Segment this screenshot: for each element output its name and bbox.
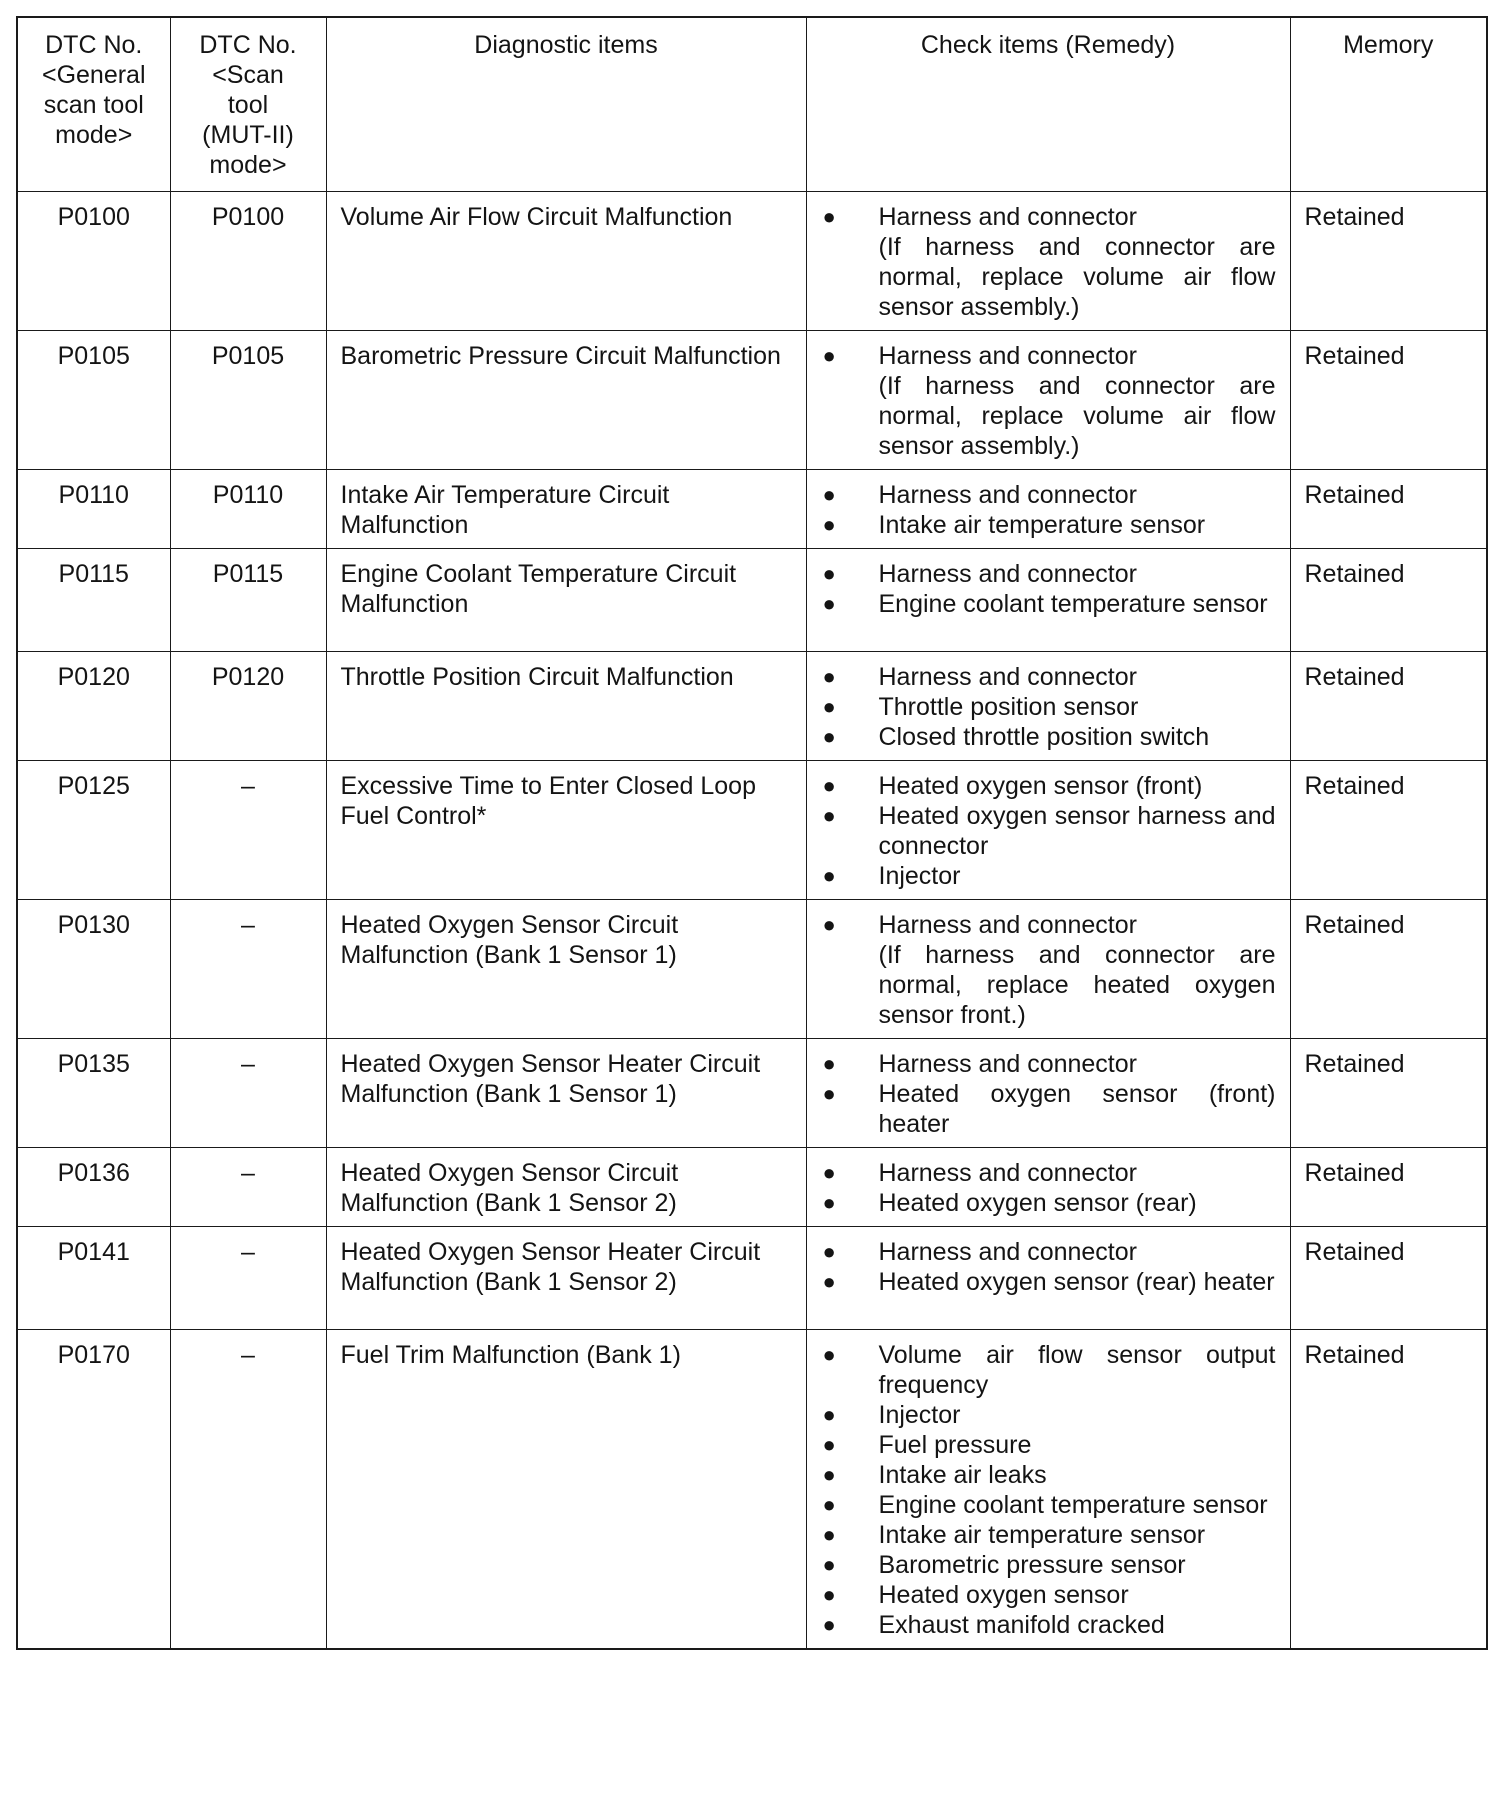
check-list-item (821, 1158, 1276, 1188)
bullet-icon: ● (822, 1521, 836, 1547)
check-list-item (821, 1610, 1276, 1640)
bullet-icon: ● (822, 862, 836, 888)
check-item-text: Harness and connector (878, 910, 1137, 939)
header-line: mode> (209, 151, 287, 179)
check-item-text: Throttle position sensor (878, 692, 1139, 721)
check-item-text: Volume air flow sensor output frequency (878, 1340, 1276, 1399)
check-list-item (821, 1460, 1276, 1490)
dtc-code-scan: – (170, 1226, 326, 1329)
check-item-text: Heated oxygen sensor (878, 1580, 1129, 1609)
check-list-item (821, 1490, 1276, 1520)
check-items (806, 548, 1290, 651)
check-list-item (821, 1267, 1276, 1297)
bullet-icon: ● (822, 1341, 836, 1367)
header-line: DTC No. (199, 31, 297, 59)
memory-status: Retained (1290, 330, 1487, 469)
bullet-icon: ● (822, 1080, 836, 1106)
check-item-text: Heated oxygen sensor (front) (878, 771, 1203, 800)
dtc-code-general: P0136 (17, 1147, 170, 1226)
dtc-code-general: P0170 (17, 1329, 170, 1649)
check-list-item (821, 1400, 1276, 1430)
dtc-code-scan: P0120 (170, 651, 326, 760)
memory-status: Retained (1290, 1226, 1487, 1329)
check-list-item (821, 1237, 1276, 1267)
check-list-item (821, 662, 1276, 692)
check-item-text: Heated oxygen sensor (rear) heater (878, 1267, 1275, 1296)
check-list-item (821, 1079, 1276, 1139)
dtc-table (16, 16, 1488, 1650)
memory-status: Retained (1290, 1329, 1487, 1649)
check-item-text: Injector (878, 1400, 961, 1429)
bullet-icon: ● (822, 1050, 836, 1076)
bullet-icon: ● (822, 481, 836, 507)
check-list-item (821, 559, 1276, 589)
bullet-icon: ● (822, 1268, 836, 1294)
check-list-item (821, 1520, 1276, 1550)
dtc-code-general: P0115 (17, 548, 170, 651)
bullet-icon: ● (822, 1189, 836, 1215)
check-item-text: Intake air leaks (878, 1460, 1047, 1489)
check-items (806, 469, 1290, 548)
dtc-code-general: P0110 (17, 469, 170, 548)
diagnostic-item: Throttle Position Circuit Malfunction (326, 651, 806, 760)
check-list (821, 1158, 1276, 1218)
check-items (806, 1329, 1290, 1649)
dtc-code-scan: – (170, 1038, 326, 1147)
memory-status: Retained (1290, 899, 1487, 1038)
diagnostic-item: Volume Air Flow Circuit Malfunction (326, 191, 806, 330)
diagnostic-item: Engine Coolant Temperature Circuit Malfunction (326, 548, 806, 651)
header-line: (MUT-II) (202, 121, 294, 149)
memory-status: Retained (1290, 1038, 1487, 1147)
check-items (806, 330, 1290, 469)
bullet-icon: ● (822, 1581, 836, 1607)
check-item-text: Harness and connector (878, 341, 1137, 370)
header-check-items (806, 17, 1290, 191)
check-list-item (821, 202, 1276, 322)
check-list-item (821, 1188, 1276, 1218)
dtc-code-general: P0105 (17, 330, 170, 469)
diagnostic-item: Heated Oxygen Sensor Heater Circuit Malfunction (Bank 1 Sensor 2) (326, 1226, 806, 1329)
check-item-text: Harness and connector (878, 1158, 1137, 1187)
bullet-icon: ● (822, 1461, 836, 1487)
bullet-icon: ● (822, 560, 836, 586)
memory-status: Retained (1290, 191, 1487, 330)
dtc-code-general: P0125 (17, 760, 170, 899)
dtc-code-scan: – (170, 1147, 326, 1226)
check-list (821, 202, 1276, 322)
bullet-icon: ● (822, 590, 836, 616)
check-list-item (821, 861, 1276, 891)
check-list-item (821, 1550, 1276, 1580)
table-row (17, 1329, 1487, 1649)
check-list-item (821, 910, 1276, 1030)
check-items (806, 651, 1290, 760)
check-item-text: Injector (878, 861, 961, 890)
header-line: <General (41, 61, 146, 89)
check-items (806, 1226, 1290, 1329)
table-row (17, 191, 1487, 330)
header-dtc-scan (170, 17, 326, 191)
check-items (806, 760, 1290, 899)
check-list-item (821, 771, 1276, 801)
check-list-item (821, 589, 1276, 619)
check-list (821, 1237, 1276, 1297)
header-line: tool (227, 91, 269, 119)
table-row (17, 1038, 1487, 1147)
check-item-text: Engine coolant temperature sensor (878, 1490, 1268, 1519)
bullet-icon: ● (822, 1491, 836, 1517)
check-item-text: Engine coolant temperature sensor (878, 589, 1268, 618)
table-row (17, 760, 1487, 899)
diagnostic-item: Excessive Time to Enter Closed Loop Fuel Control* (326, 760, 806, 899)
bullet-icon: ● (822, 911, 836, 937)
diagnostic-item: Heated Oxygen Sensor Circuit Malfunction (Bank 1 Sensor 1) (326, 899, 806, 1038)
memory-status: Retained (1290, 651, 1487, 760)
header-dtc-general (17, 17, 170, 191)
diagnostic-item: Fuel Trim Malfunction (Bank 1) (326, 1329, 806, 1649)
memory-status: Retained (1290, 1147, 1487, 1226)
check-list (821, 771, 1276, 891)
check-list (821, 559, 1276, 619)
table-body (17, 191, 1487, 1649)
dtc-code-general: P0135 (17, 1038, 170, 1147)
header-line: <Scan (212, 61, 284, 89)
check-items (806, 899, 1290, 1038)
diagnostic-item: Intake Air Temperature Circuit Malfunction (326, 469, 806, 548)
check-item-text: Heated oxygen sensor (rear) (878, 1188, 1197, 1217)
check-item-text: Harness and connector (878, 559, 1137, 588)
check-item-note: (If harness and connector are normal, replace heated oxygen sensor front.) (878, 940, 1276, 1029)
header-line: Memory (1343, 31, 1434, 59)
dtc-code-scan: – (170, 1329, 326, 1649)
check-items (806, 191, 1290, 330)
check-list-item (821, 1580, 1276, 1610)
check-list-item (821, 1430, 1276, 1460)
dtc-code-scan: – (170, 760, 326, 899)
header-line: Diagnostic items (474, 31, 658, 59)
dtc-code-scan: P0110 (170, 469, 326, 548)
check-item-text: Harness and connector (878, 1049, 1137, 1078)
memory-status: Retained (1290, 760, 1487, 899)
dtc-code-general: P0100 (17, 191, 170, 330)
table-row (17, 1226, 1487, 1329)
header-line: mode> (55, 121, 133, 149)
diagnostic-item: Barometric Pressure Circuit Malfunction (326, 330, 806, 469)
table-row (17, 651, 1487, 760)
header-line: scan tool (43, 91, 144, 119)
table-header (17, 17, 1487, 191)
memory-status: Retained (1290, 469, 1487, 548)
bullet-icon: ● (822, 723, 836, 749)
check-list (821, 910, 1276, 1030)
bullet-icon: ● (822, 802, 836, 828)
bullet-icon: ● (822, 1238, 836, 1264)
diagnostic-item: Heated Oxygen Sensor Heater Circuit Malfunction (Bank 1 Sensor 1) (326, 1038, 806, 1147)
check-list (821, 1049, 1276, 1139)
memory-status: Retained (1290, 548, 1487, 651)
check-list (821, 1340, 1276, 1640)
bullet-icon: ● (822, 772, 836, 798)
bullet-icon: ● (822, 663, 836, 689)
header-line: DTC No. (45, 31, 143, 59)
check-item-text: Exhaust manifold cracked (878, 1610, 1165, 1639)
check-item-text: Closed throttle position switch (878, 722, 1210, 751)
check-list (821, 480, 1276, 540)
dtc-code-scan: P0115 (170, 548, 326, 651)
check-item-text: Intake air temperature sensor (878, 1520, 1206, 1549)
check-item-text: Heated oxygen sensor (front) heater (878, 1079, 1276, 1138)
check-list-item (821, 480, 1276, 510)
check-list (821, 662, 1276, 752)
bullet-icon: ● (822, 693, 836, 719)
check-list-item (821, 722, 1276, 752)
check-list-item (821, 801, 1276, 861)
bullet-icon: ● (822, 203, 836, 229)
check-item-note: (If harness and connector are normal, replace volume air flow sensor assembly.) (878, 371, 1276, 460)
bullet-icon: ● (822, 342, 836, 368)
check-item-text: Barometric pressure sensor (878, 1550, 1186, 1579)
dtc-code-general: P0130 (17, 899, 170, 1038)
table-row (17, 899, 1487, 1038)
check-item-text: Heated oxygen sensor harness and connector (878, 801, 1276, 860)
check-items (806, 1147, 1290, 1226)
table-row (17, 548, 1487, 651)
check-item-text: Harness and connector (878, 202, 1137, 231)
header-memory (1290, 17, 1487, 191)
header-line: Check items (Remedy) (920, 31, 1176, 59)
check-items (806, 1038, 1290, 1147)
bullet-icon: ● (822, 1431, 836, 1457)
dtc-code-general: P0141 (17, 1226, 170, 1329)
header-row (17, 17, 1487, 191)
dtc-code-general: P0120 (17, 651, 170, 760)
check-item-text: Harness and connector (878, 662, 1137, 691)
check-list-item (821, 1340, 1276, 1400)
diagnostic-item: Heated Oxygen Sensor Circuit Malfunction (Bank 1 Sensor 2) (326, 1147, 806, 1226)
header-diagnostic-items (326, 17, 806, 191)
check-item-text: Harness and connector (878, 1237, 1137, 1266)
table-row (17, 1147, 1487, 1226)
bullet-icon: ● (822, 1401, 836, 1427)
check-list-item (821, 341, 1276, 461)
dtc-code-scan: – (170, 899, 326, 1038)
dtc-code-scan: P0100 (170, 191, 326, 330)
bullet-icon: ● (822, 1611, 836, 1637)
check-list (821, 341, 1276, 461)
check-list-item (821, 692, 1276, 722)
table-row (17, 469, 1487, 548)
bullet-icon: ● (822, 1159, 836, 1185)
check-item-text: Intake air temperature sensor (878, 510, 1206, 539)
check-item-text: Harness and connector (878, 480, 1137, 509)
check-list-item (821, 510, 1276, 540)
check-item-text: Fuel pressure (878, 1430, 1032, 1459)
dtc-code-scan: P0105 (170, 330, 326, 469)
check-list-item (821, 1049, 1276, 1079)
bullet-icon: ● (822, 511, 836, 537)
bullet-icon: ● (822, 1551, 836, 1577)
check-item-note: (If harness and connector are normal, replace volume air flow sensor assembly.) (878, 232, 1276, 321)
table-row (17, 330, 1487, 469)
